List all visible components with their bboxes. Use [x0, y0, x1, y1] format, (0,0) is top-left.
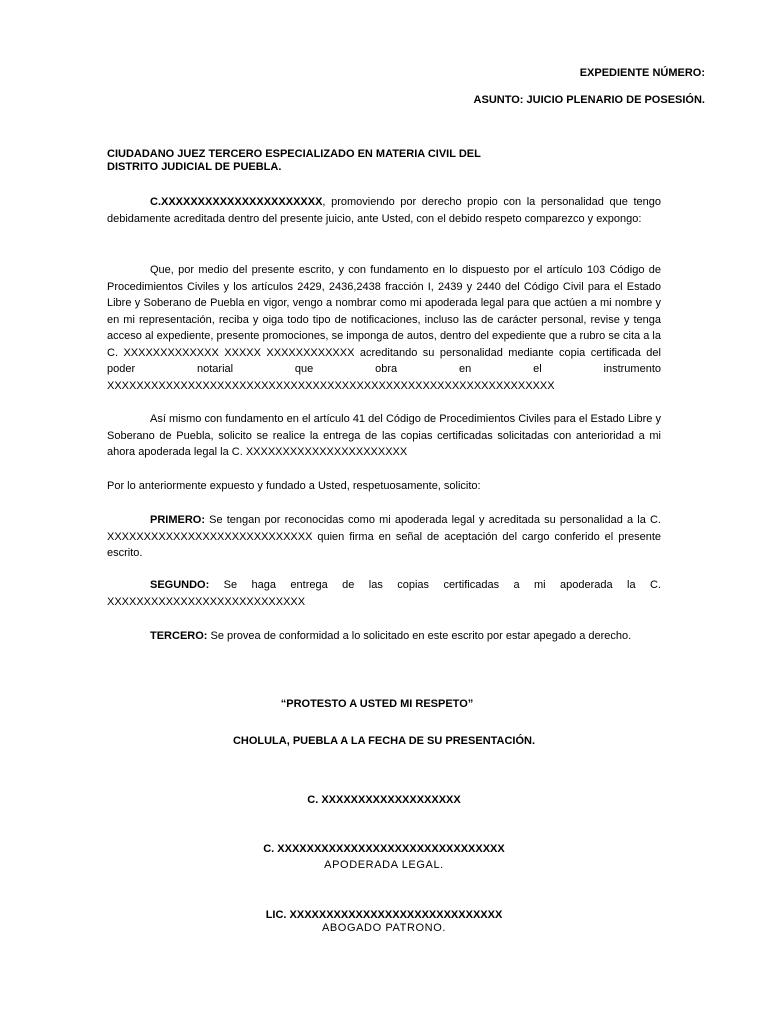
signature-promovente-name: [0, 794, 768, 806]
point-tercero-text: Se provea de conformidad a lo solicitado en este escrito por estar apegado a derecho.: [207, 630, 632, 642]
signature-apoderada-role-text: APODERADA LEGAL.: [324, 859, 444, 871]
signature-abogado-role: [0, 922, 768, 934]
protesto-line: [0, 698, 768, 710]
protesto-text: “PROTESTO A USTED MI RESPETO”: [280, 698, 474, 710]
body-paragraph-request: Por lo anteriormente expuesto y fundado a Usted, respetuosamente, solicito:: [107, 480, 481, 492]
signature-abogado-role-text: ABOGADO PATRONO.: [321, 922, 447, 934]
signature-apoderada-text: C. XXXXXXXXXXXXXXXXXXXXXXXXXXXXXXX: [263, 843, 505, 855]
intro-paragraph: [107, 194, 661, 227]
point-tercero-label: TERCERO:: [150, 630, 208, 642]
promovente-name: C.XXXXXXXXXXXXXXXXXXXXXX: [150, 196, 323, 208]
signature-apoderada-name: [0, 843, 768, 855]
body-paragraph-copies: Así mismo con fundamento en el artículo 41 del Código de Procedimientos Civiles para el Estado Libre y Soberano de Puebla, solicito se realice la entrega de las copias certificadas solicitadas con anterioridad a mi ahora apoderada legal la C. XXXXXXXXXXXXXXXXXXXXXX: [107, 413, 661, 458]
place-date-text: CHOLULA, PUEBLA A LA FECHA DE SU PRESENTACIÓN.: [232, 735, 536, 747]
point-tercero: [107, 628, 661, 645]
expediente-number-label: EXPEDIENTE NÚMERO:: [579, 67, 705, 79]
signature-abogado-text: LIC. XXXXXXXXXXXXXXXXXXXXXXXXXXXXX: [265, 909, 503, 921]
point-primero: [107, 512, 661, 562]
signature-promovente-text: C. XXXXXXXXXXXXXXXXXXX: [307, 794, 461, 806]
asunto-label: ASUNTO: JUICIO PLENARIO DE POSESIÓN.: [473, 94, 705, 106]
point-primero-label: PRIMERO:: [150, 514, 205, 526]
signature-abogado-name: [0, 909, 768, 921]
addressee-block: [107, 148, 481, 174]
point-segundo-label: SEGUNDO:: [150, 579, 210, 591]
body-paragraph-appointment: Que, por medio del presente escrito, y con fundamento en lo dispuesto por el artículo 103 Código de Procedimientos Civiles y los artículos 2429, 2436,2438 fracción I, 2439 y 2440 del Código Civil para el Estado Libre y Soberano de Puebla en vigor, vengo a nombrar como mi apoderada legal para que actúen a mi nombre y en mi representación, reciba y oiga todo tipo de notificaciones, incluso las de carácter personal, revise y tenga acceso al expediente, presente promociones, se imponga de autos, dentro del expediente que a rubro se cita a la C. XXXXXXXXXXXXX XXXXX XXXXXXXXXXXX acreditando su personalidad mediante copia certificada del poder notarial que obra en el instrumento XXXXXXXXXXXXXXXXXXXXXXXXXXXXXXXXXXXXXXXXXXXXXXXXXXXXXXXXXXXXX: [107, 264, 661, 392]
point-primero-text: Se tengan por reconocidas como mi apoderada legal y acreditada su personalidad a la C. XXXXXXXXXXXXXXXXXXXXXXXXXXXX quien firma en señal de aceptación del cargo conferido el presente escrito.: [107, 514, 661, 559]
addressee-line-2: DISTRITO JUDICIAL DE PUEBLA.: [107, 161, 282, 173]
place-date-line: [0, 735, 768, 747]
intro-text: , promoviendo por derecho propio con la personalidad que tengo debidamente acreditada dentro del presente juicio, ante Usted, con el debido respeto comparezco y expongo:: [107, 196, 661, 225]
signature-apoderada-role: [0, 859, 768, 871]
addressee-line-1: CIUDADANO JUEZ TERCERO ESPECIALIZADO EN MATERIA CIVIL DEL: [107, 148, 481, 160]
point-segundo: [107, 577, 661, 610]
point-segundo-text: Se haga entrega de las copias certificadas a mi apoderada la C. XXXXXXXXXXXXXXXXXXXXXXXXXXX: [107, 579, 661, 608]
